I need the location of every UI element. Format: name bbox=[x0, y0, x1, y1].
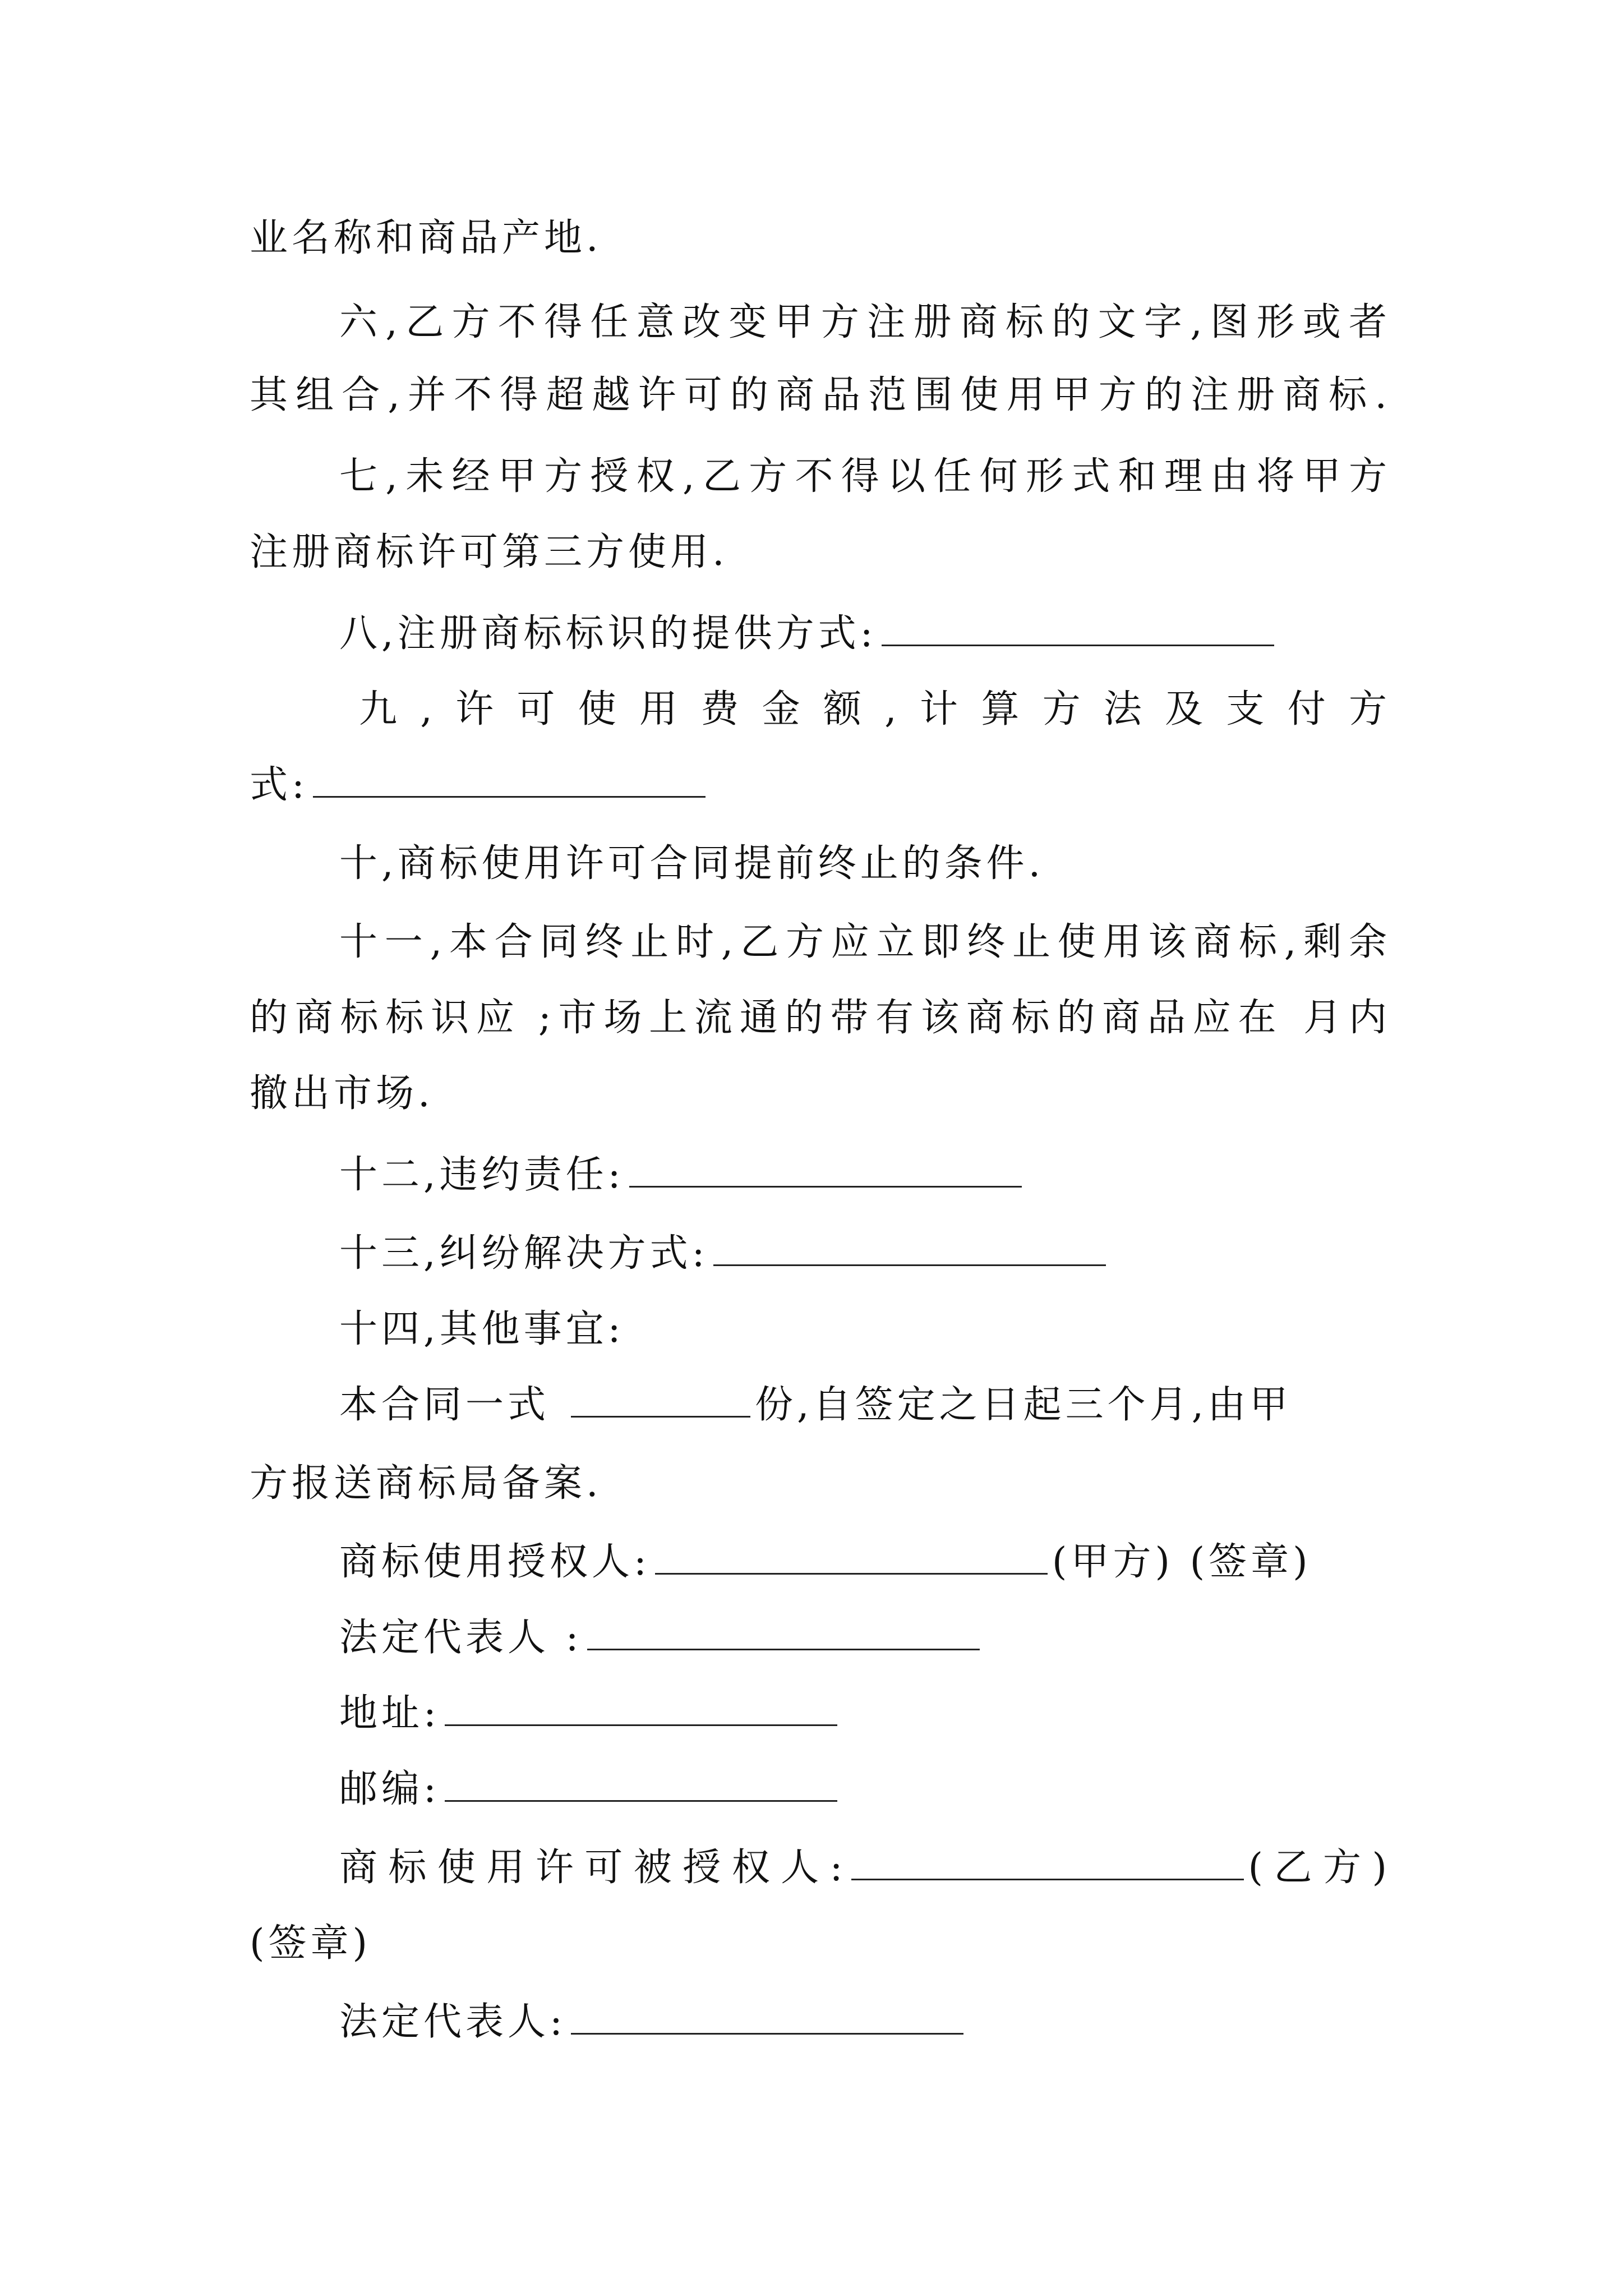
clause-9-line-2 bbox=[250, 746, 1391, 825]
licensor-label: 商标使用授权人: bbox=[339, 1540, 651, 1584]
clause-8 bbox=[339, 595, 1391, 673]
copies-text-a: 本合同一式 bbox=[339, 1383, 550, 1427]
blank-field bbox=[629, 1154, 1022, 1188]
clause-11-text-b: ;市场上流通的带有该商标的商品应在 bbox=[538, 996, 1284, 1040]
clause-9-label: 式: bbox=[250, 763, 308, 807]
blank-field bbox=[571, 2001, 963, 2035]
clause-14: 十四,其他事宜: bbox=[339, 1307, 625, 1351]
licensor-rep-label: 法定代表人 : bbox=[339, 1616, 583, 1660]
clause-8-label: 八,注册商标标识的提供方式: bbox=[339, 611, 877, 656]
address-label: 地址: bbox=[339, 1691, 440, 1736]
clause-11-text-c: 月内 bbox=[1300, 996, 1391, 1040]
blank-field bbox=[882, 613, 1274, 646]
clause-12-label: 十二,违约责任: bbox=[339, 1153, 625, 1197]
address-line bbox=[339, 1674, 1391, 1753]
licensor-suffix: (甲方) (签章) bbox=[1052, 1540, 1312, 1584]
blank-field bbox=[655, 1542, 1048, 1575]
copies-text-b: 份,自签定之日起三个月,由甲 bbox=[755, 1383, 1292, 1427]
clause-6-line-1: 六,乙方不得任意改变甲方注册商标的文字,图形或者 bbox=[339, 300, 1391, 344]
licensee-line bbox=[339, 1829, 1391, 1907]
text-line: 业名称和商品产地. bbox=[250, 216, 602, 260]
clause-11-text-a: 的商标标识应 bbox=[250, 996, 522, 1040]
clause-11-line-2 bbox=[250, 979, 1391, 1057]
clause-13 bbox=[339, 1214, 1391, 1293]
copies-line-2: 方报送商标局备案. bbox=[250, 1461, 602, 1506]
clause-7-line-2: 注册商标许可第三方使用. bbox=[250, 530, 728, 574]
licensee-label: 商标使用许可被授权人: bbox=[339, 1846, 847, 1890]
licensee-rep-label: 法定代表人: bbox=[339, 2000, 566, 2044]
blank-field bbox=[713, 1233, 1106, 1266]
copies-line-1 bbox=[339, 1366, 1391, 1444]
blank-field bbox=[445, 1693, 837, 1726]
clause-7-line-1: 七,未经甲方授权,乙方不得以任何形式和理由将甲方 bbox=[339, 454, 1391, 499]
clause-11-line-3: 撤出市场. bbox=[250, 1071, 434, 1116]
blank-field bbox=[571, 1384, 750, 1418]
licensor-rep-line bbox=[339, 1599, 1391, 1677]
licensee-suffix: (乙方) bbox=[1248, 1846, 1391, 1890]
clause-9-line-1: 九,许可使用费金额,计算方法及支付方 bbox=[359, 687, 1391, 731]
licensor-line bbox=[339, 1523, 1391, 1602]
licensee-seal-line: (签章) bbox=[250, 1921, 372, 1966]
blank-field bbox=[587, 1617, 980, 1650]
clause-10: 十,商标使用许可合同提前终止的条件. bbox=[339, 841, 1045, 886]
clause-13-label: 十三,纠纷解决方式: bbox=[339, 1231, 709, 1276]
blank-field bbox=[851, 1847, 1244, 1880]
postcode-line bbox=[339, 1750, 1391, 1829]
blank-field bbox=[445, 1769, 837, 1802]
clause-6-line-2: 其组合,并不得超越许可的商品范围使用甲方的注册商标. bbox=[250, 373, 1391, 417]
blank-field bbox=[313, 765, 706, 798]
clause-12 bbox=[339, 1136, 1391, 1214]
postcode-label: 邮编: bbox=[339, 1767, 440, 1811]
clause-11-line-1: 十一,本合同终止时,乙方应立即终止使用该商标,剩余 bbox=[339, 920, 1391, 964]
licensee-rep-line bbox=[339, 1983, 1391, 2062]
